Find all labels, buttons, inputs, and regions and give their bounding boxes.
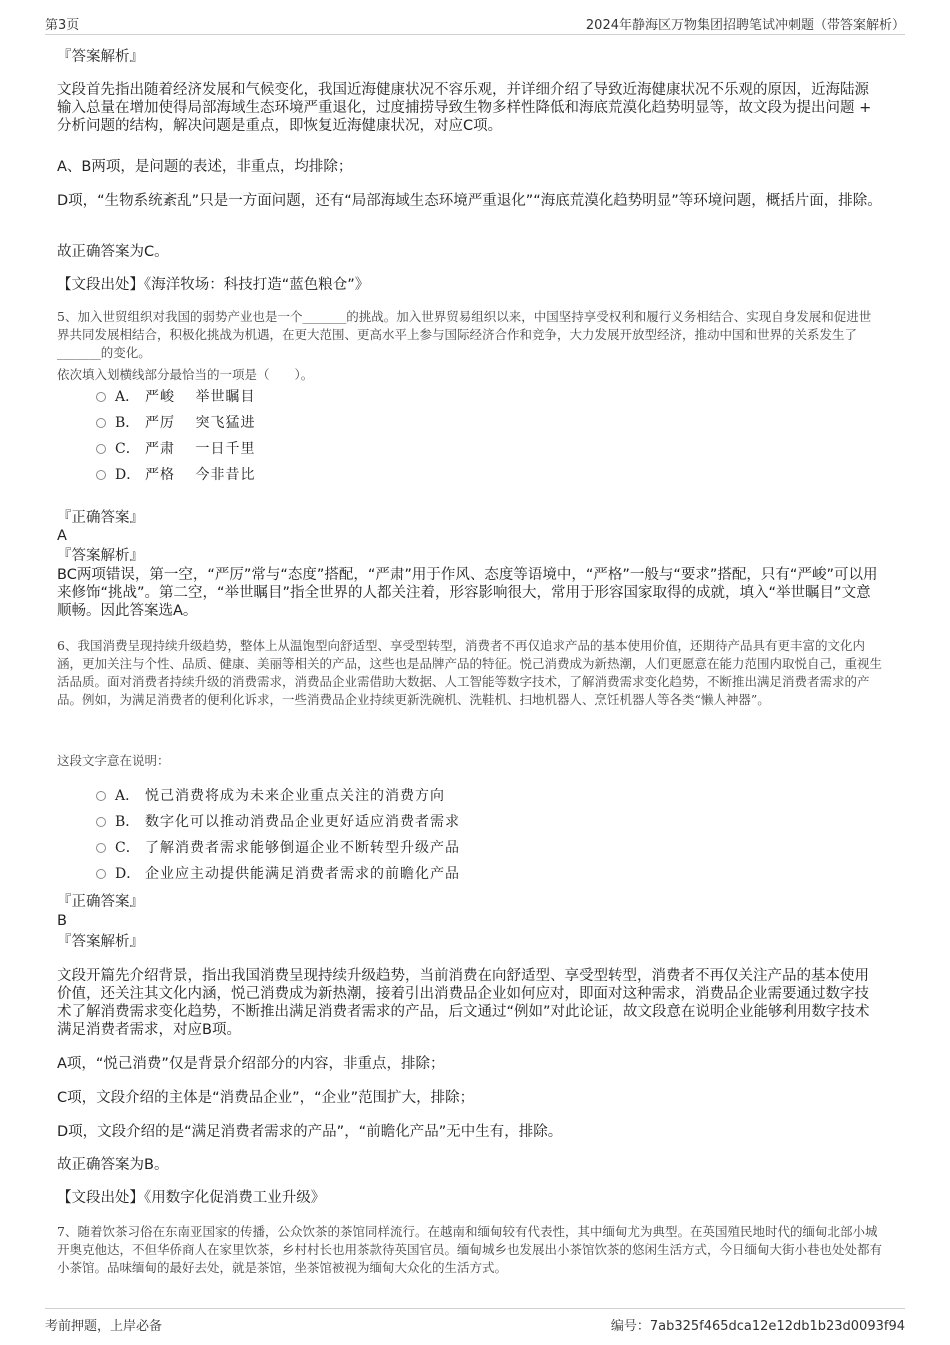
page-footer	[45, 1308, 905, 1333]
q6-stem: 6、我国消费呈现持续升级趋势，整体上从温饱型向舒适型、享受型转型，消费者不再仅追求产品的基本使用价值，还期待产品具有更丰富的文化内涵，更加关注与个性、品质、健康、美丽等相关的产品，这些也是品牌产品的特征。悦己消费成为新热潮，人们更愿意在能力范围内取悦自己，重视生活品质。面对消费者持续升级的消费需求，消费品企业需借助大数据、人工智能等数字技术，了解消费需求变化趋势，不断推出满足消费者需求的产品。例如，为满足消费者的便利化诉求，一些消费品企业持续更新洗碗机、洗鞋机、扫地机器人、烹饪机器人等各类“懒人神器”。	[57, 638, 883, 707]
radio-button[interactable]	[96, 791, 106, 801]
q6-analysis-label: 『答案解析』	[57, 934, 144, 950]
q6-analysis-p4: D项，文段介绍的是“满足消费者需求的产品”，“前瞻化产品”无中生有，排除。	[57, 1124, 563, 1140]
q5-analysis: BC两项错误，第一空，“严厉”常与“态度”搭配，“严肃”用于作风、态度等语境中，“严格”一般与“要求”搭配，只有“严峻”可以用来修饰“挑战”。第二空，“举世瞩目”指全世界的人都关注着，形容影响很大，常用于形容国家取得的成就，填入“举世瞩目”文意顺畅。因此答案选A。	[57, 567, 878, 619]
radio-button[interactable]	[96, 843, 106, 853]
radio-button[interactable]	[96, 470, 106, 480]
q4-source: 【文段出处】《海洋牧场：科技打造“蓝色粮仓”》	[57, 277, 370, 293]
radio-button[interactable]	[96, 444, 106, 454]
q5-answer: A	[57, 528, 67, 544]
q6-analysis-p1: 文段开篇先介绍背景，指出我国消费呈现持续升级趋势，当前消费在向舒适型、享受型转型，消费者不再仅关注产品的基本使用价值，还关注其文化内涵，悦己消费成为新热潮，接着引出消费品企业如何应对，即面对这种需求，消费品企业需要通过数字技术了解消费需求变化趋势，不断推出满足消费者需求的产品，后文通过“例如”对此论证，故文段意在说明企业能够利用数字技术满足消费者需求，对应B项。	[57, 968, 870, 1038]
q4-analysis-label: 『答案解析』	[57, 49, 144, 65]
q6-option-b[interactable]: B． 数字化可以推动消费品企业更好适应消费者需求	[96, 812, 460, 832]
radio-button[interactable]	[96, 869, 106, 879]
q4-analysis-p2: A、B两项，是问题的表述，非重点，均排除；	[57, 159, 353, 175]
document-id: 编号：7ab325f465dca12e12db1b23d0093f94	[610, 1319, 905, 1334]
q5-analysis-label: 『答案解析』	[57, 548, 144, 564]
q6-option-d[interactable]: D． 企业应主动提供能满足消费者需求的前瞻化产品	[96, 864, 460, 884]
q5-option-c[interactable]: C． 严肃 一日千里	[96, 439, 255, 459]
q7-stem: 7、随着饮茶习俗在东南亚国家的传播，公众饮茶的茶馆同样流行。在越南和缅甸较有代表性，其中缅甸尤为典型。在英国殖民地时代的缅甸北部小城开奥克他达，不但华侨商人在家里饮茶，乡村村长也用茶款待英国官员。缅甸城乡也发展出小茶馆饮茶的悠闲生活方式，今日缅甸大街小巷也处处都有小茶馆。品味缅甸的最好去处，就是茶馆，坐茶馆被视为缅甸大众化的生活方式。	[57, 1224, 883, 1275]
q6-prompt: 这段文字意在说明：	[57, 753, 170, 768]
document-title: 2024年静海区万物集团招聘笔试冲刺题（带答案解析）	[585, 18, 905, 33]
q5-option-b[interactable]: B． 严厉 突飞猛进	[96, 413, 255, 433]
radio-button[interactable]	[96, 392, 106, 402]
q4-analysis-conclusion: 故正确答案为C。	[57, 244, 169, 260]
q5-prompt: 依次填入划横线部分最恰当的一项是（ ）。	[57, 367, 314, 382]
page-number: 第3页	[45, 18, 80, 33]
q4-analysis-p1: 文段首先指出随着经济发展和气候变化，我国近海健康状况不容乐观，并详细介绍了导致近海健康状况不乐观的原因，近海陆源输入总量在增加使得局部海域生态环境严重退化，过度捕捞导致生物多样性降低和海底荒漠化趋势明显等，故文段为提出问题 + 分析问题的结构，解决问题是重点，即恢复近海健康状况，对应C项。	[57, 82, 872, 134]
q6-analysis-p3: C项，文段介绍的主体是“消费品企业”，“企业”范围扩大，排除；	[57, 1090, 475, 1106]
q6-analysis-p2: A项，“悦己消费”仅是背景介绍部分的内容，非重点，排除；	[57, 1056, 445, 1072]
q4-analysis-p3: D项，“生物系统紊乱”只是一方面问题，还有“局部海域生态环境严重退化”“海底荒漠化趋势明显”等环境问题，概括片面，排除。	[57, 193, 882, 209]
q5-answer-label: 『正确答案』	[57, 510, 144, 526]
q5-option-d[interactable]: D． 严格 今非昔比	[96, 465, 255, 485]
radio-button[interactable]	[96, 817, 106, 827]
q6-option-a[interactable]: A． 悦己消费将成为未来企业重点关注的消费方向	[96, 786, 445, 806]
q6-answer-label: 『正确答案』	[57, 894, 144, 910]
footer-slogan: 考前押题，上岸必备	[45, 1319, 163, 1334]
q6-answer: B	[57, 913, 67, 929]
page-header	[45, 12, 905, 35]
q6-analysis-conclusion: 故正确答案为B。	[57, 1157, 169, 1173]
q5-option-a[interactable]: A． 严峻 举世瞩目	[96, 387, 255, 407]
q6-source: 【文段出处】《用数字化促消费工业升级》	[57, 1190, 326, 1206]
q5-stem: 5、加入世贸组织对我国的弱势产业也是一个_______的挑战。加入世界贸易组织以来，中国坚持享受权利和履行义务相结合、实现自身发展和促进世界共同发展相结合，积极化挑战为机遇，在更大范围、更高水平上参与国际经济合作和竞争，大力发展开放型经济，推动中国和世界的关系发生了_______的变化。	[57, 309, 872, 360]
q6-option-c[interactable]: C． 了解消费者需求能够倒逼企业不断转型升级产品	[96, 838, 460, 858]
radio-button[interactable]	[96, 418, 106, 428]
